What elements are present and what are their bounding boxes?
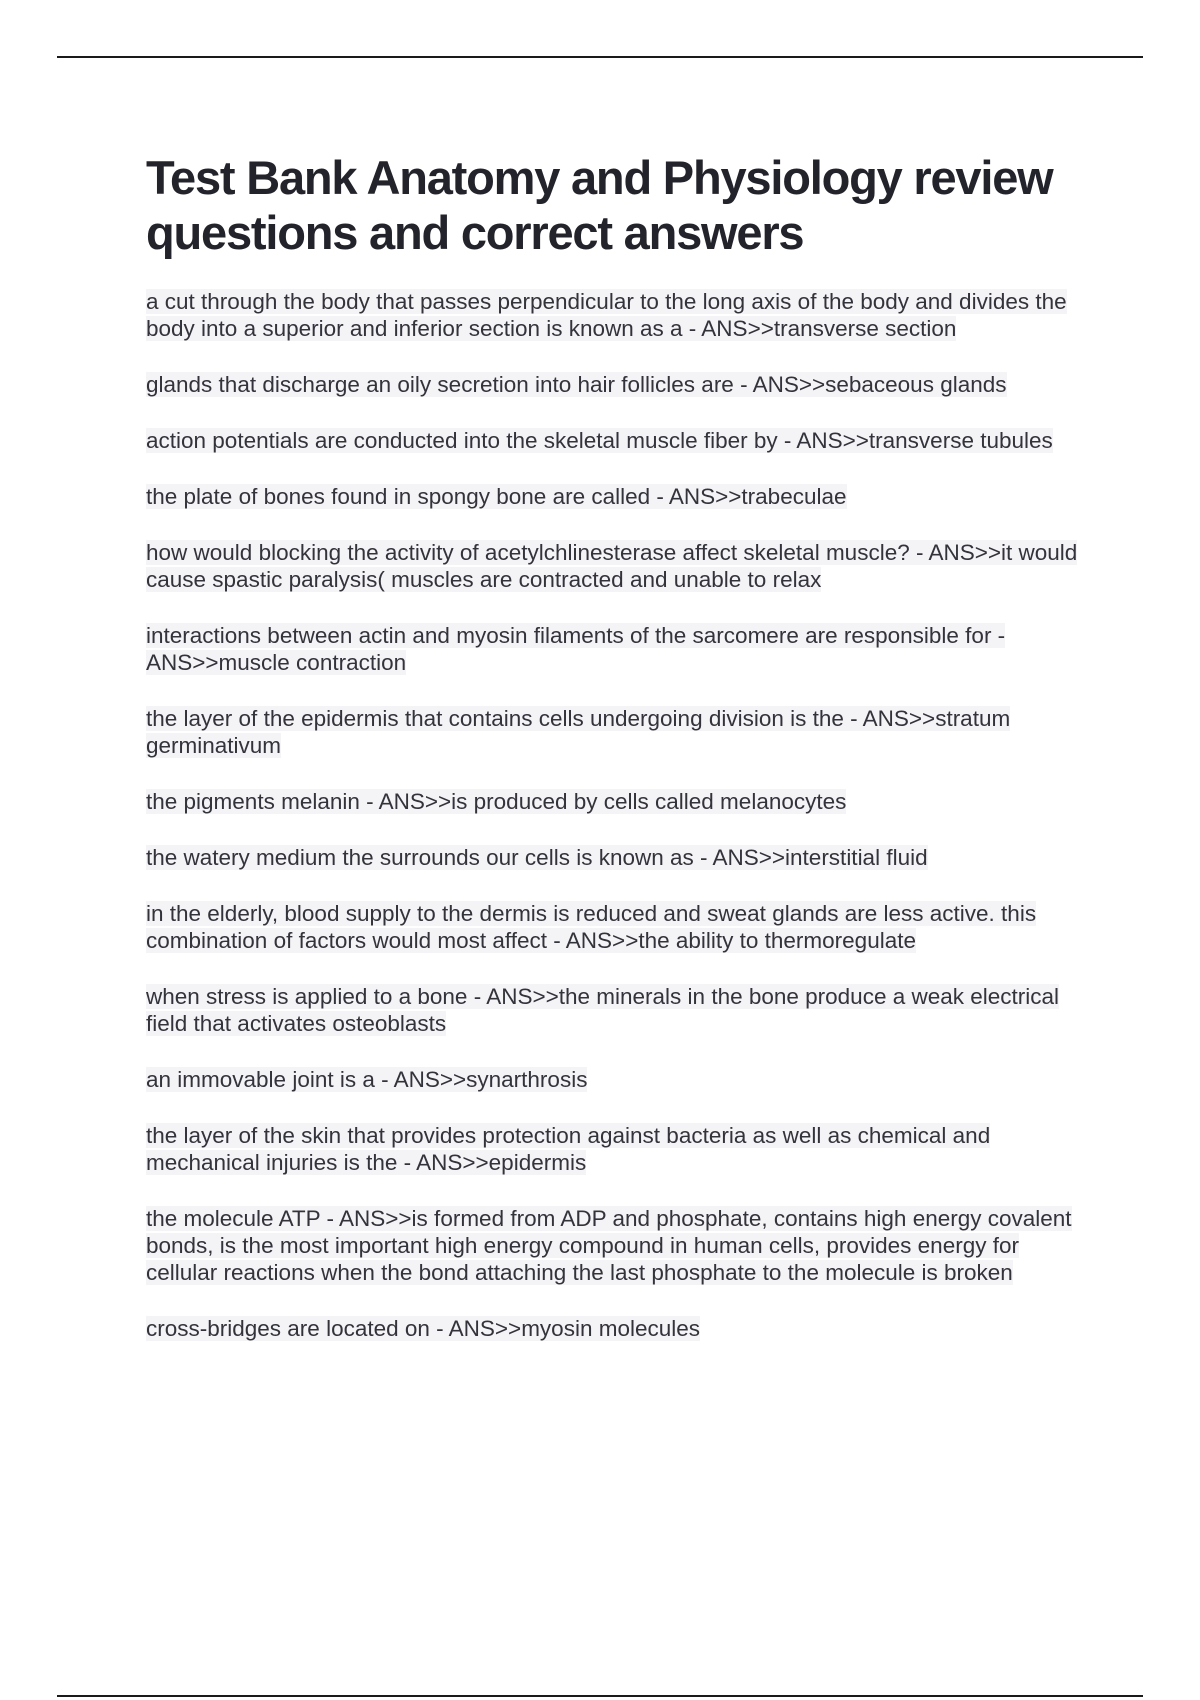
qa-item: [146, 427, 1096, 454]
qa-text: the watery medium the surrounds our cells is known as - ANS>>interstitial fluid: [146, 845, 928, 870]
qa-text: interactions between actin and myosin filaments of the sarcomere are responsible for - ANS>>muscle contraction: [146, 623, 1006, 675]
qa-text: the pigments melanin - ANS>>is produced by cells called melanocytes: [146, 789, 847, 814]
qa-text: the layer of the epidermis that contains cells undergoing division is the - ANS>>stratum germinativum: [146, 706, 1011, 758]
qa-item: [146, 983, 1096, 1037]
bottom-divider: [57, 1695, 1143, 1697]
qa-item: [146, 539, 1096, 593]
top-divider: [57, 56, 1143, 58]
qa-item: [146, 1315, 1096, 1342]
qa-item: [146, 622, 1096, 676]
document-title: Test Bank Anatomy and Physiology review questions and correct answers: [146, 151, 1053, 259]
qa-list: [146, 288, 1096, 1342]
qa-text: a cut through the body that passes perpendicular to the long axis of the body and divides the body into a superior and inferior section is known as a - ANS>>transverse section: [146, 289, 1067, 341]
qa-text: cross-bridges are located on - ANS>>myosin molecules: [146, 1316, 701, 1341]
qa-text: the layer of the skin that provides protection against bacteria as well as chemical and mechanical injuries is the - ANS>>epidermis: [146, 1123, 991, 1175]
qa-text: glands that discharge an oily secretion into hair follicles are - ANS>>sebaceous glands: [146, 372, 1007, 397]
qa-text: an immovable joint is a - ANS>>synarthrosis: [146, 1067, 588, 1092]
qa-item: [146, 788, 1096, 815]
qa-item: [146, 483, 1096, 510]
qa-item: [146, 1066, 1096, 1093]
qa-text: how would blocking the activity of acetylchlinesterase affect skeletal muscle? - ANS>>it would cause spastic paralysis( muscles are contracted and unable to relax: [146, 540, 1078, 592]
qa-text: when stress is applied to a bone - ANS>>the minerals in the bone produce a weak electrical field that activates osteoblasts: [146, 984, 1060, 1036]
qa-text: the plate of bones found in spongy bone are called - ANS>>trabeculae: [146, 484, 847, 509]
document-body: [146, 150, 1096, 1371]
qa-item: [146, 1205, 1096, 1286]
qa-item: [146, 900, 1096, 954]
qa-text: action potentials are conducted into the skeletal muscle fiber by - ANS>>transverse tubules: [146, 428, 1053, 453]
qa-item: [146, 844, 1096, 871]
qa-item: [146, 371, 1096, 398]
qa-item: [146, 705, 1096, 759]
qa-item: [146, 288, 1096, 342]
qa-item: [146, 1122, 1096, 1176]
qa-text: in the elderly, blood supply to the dermis is reduced and sweat glands are less active. this combination of factors would most affect - ANS>>the ability to thermoregulate: [146, 901, 1037, 953]
qa-text: the molecule ATP - ANS>>is formed from ADP and phosphate, contains high energy covalent bonds, is the most important high energy compound in human cells, provides energy for cellular reactions when the bond attaching the last phosphate to the molecule is broken: [146, 1206, 1072, 1285]
